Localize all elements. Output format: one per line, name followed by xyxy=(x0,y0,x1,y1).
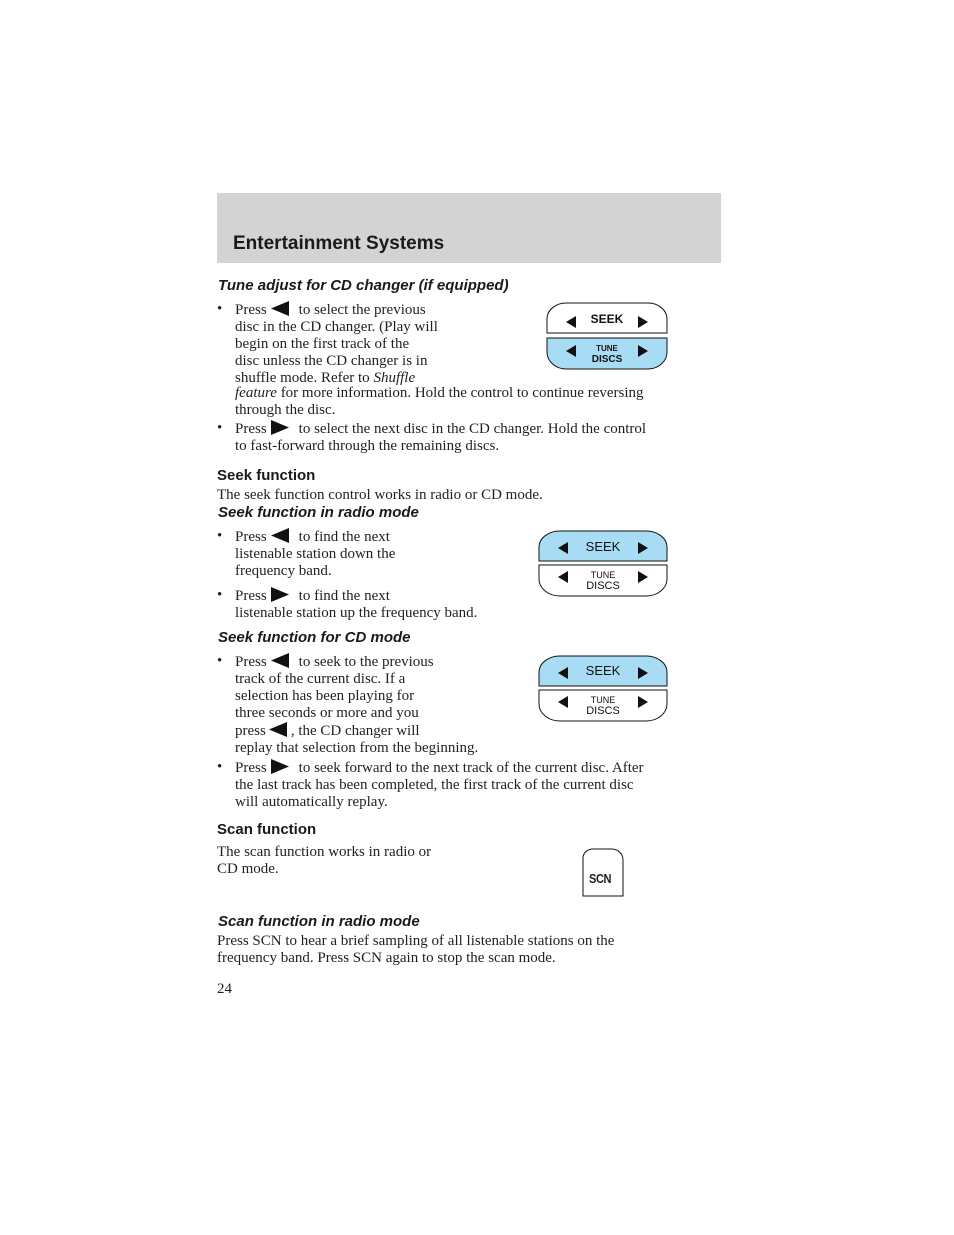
seek-heading: Seek function xyxy=(217,467,316,484)
scan-heading: Scan function xyxy=(217,821,317,838)
left-arrow-icon xyxy=(271,528,289,543)
seek-radio-heading: Seek function in radio mode xyxy=(218,504,419,521)
tune-label: TUNE xyxy=(590,570,616,580)
left-arrow-icon xyxy=(271,301,289,316)
page-title: Entertainment Systems xyxy=(233,233,445,254)
tune-label: TUNE xyxy=(590,695,616,705)
seek-label: SEEK xyxy=(585,539,621,554)
list-item: • Press to seek forward to the next track of the current disc. After the last track has been completed, the first track of the current disc will automatically replay. xyxy=(217,759,644,810)
page-number: 24 xyxy=(217,981,232,997)
right-arrow-icon xyxy=(271,759,289,774)
scan-description: The scan function works in radio or CD mode. xyxy=(217,844,432,877)
list-item: • Press to select the previous disc in the CD changer. (Play will begin on the first track of the disc unless the CD changer is in shuffle mode. Refer to Shuffle xyxy=(217,301,438,386)
right-arrow-icon xyxy=(271,587,289,602)
list-item: • Press to seek to the previous track of the current disc. If a selection has been playing for three seconds or more and you press , the CD changer will replay that selection from the beginning. xyxy=(217,653,479,756)
list-item: • Press to find the next listenable station up the frequency band. xyxy=(217,587,478,621)
seek-label: SEEK xyxy=(590,312,624,326)
discs-label: DISCS xyxy=(591,354,623,365)
discs-label: DISCS xyxy=(586,580,620,592)
scn-label: SCN xyxy=(589,871,612,886)
right-arrow-icon xyxy=(271,420,289,435)
list-item: • Press to select the next disc in the CD changer. Hold the control to fast-forward through the remaining discs. xyxy=(217,420,647,454)
seek-tune-control-seek-highlighted xyxy=(538,530,668,600)
left-arrow-icon xyxy=(271,653,289,668)
tune-adjust-heading: Tune adjust for CD changer (if equipped) xyxy=(218,277,509,294)
discs-label: DISCS xyxy=(586,705,620,717)
seek-tune-control-seek-highlighted xyxy=(538,655,668,725)
list-item: • Press to find the next listenable station down the frequency band. xyxy=(217,528,396,579)
seek-tune-control-tune-highlighted xyxy=(546,302,676,372)
left-arrow-icon xyxy=(269,722,287,737)
seek-description: The seek function control works in radio or CD mode. xyxy=(217,487,543,503)
scan-radio-description: Press SCN to hear a brief sampling of all listenable stations on the frequency band. Press SCN again to stop the scan mode. xyxy=(217,933,615,966)
seek-label: SEEK xyxy=(585,663,621,678)
scan-radio-heading: Scan function in radio mode xyxy=(218,913,420,930)
list-item-continuation: feature for more information. Hold the control to continue reversing through the disc. xyxy=(235,385,644,418)
seek-cd-heading: Seek function for CD mode xyxy=(218,629,411,646)
tune-label: TUNE xyxy=(596,344,618,353)
